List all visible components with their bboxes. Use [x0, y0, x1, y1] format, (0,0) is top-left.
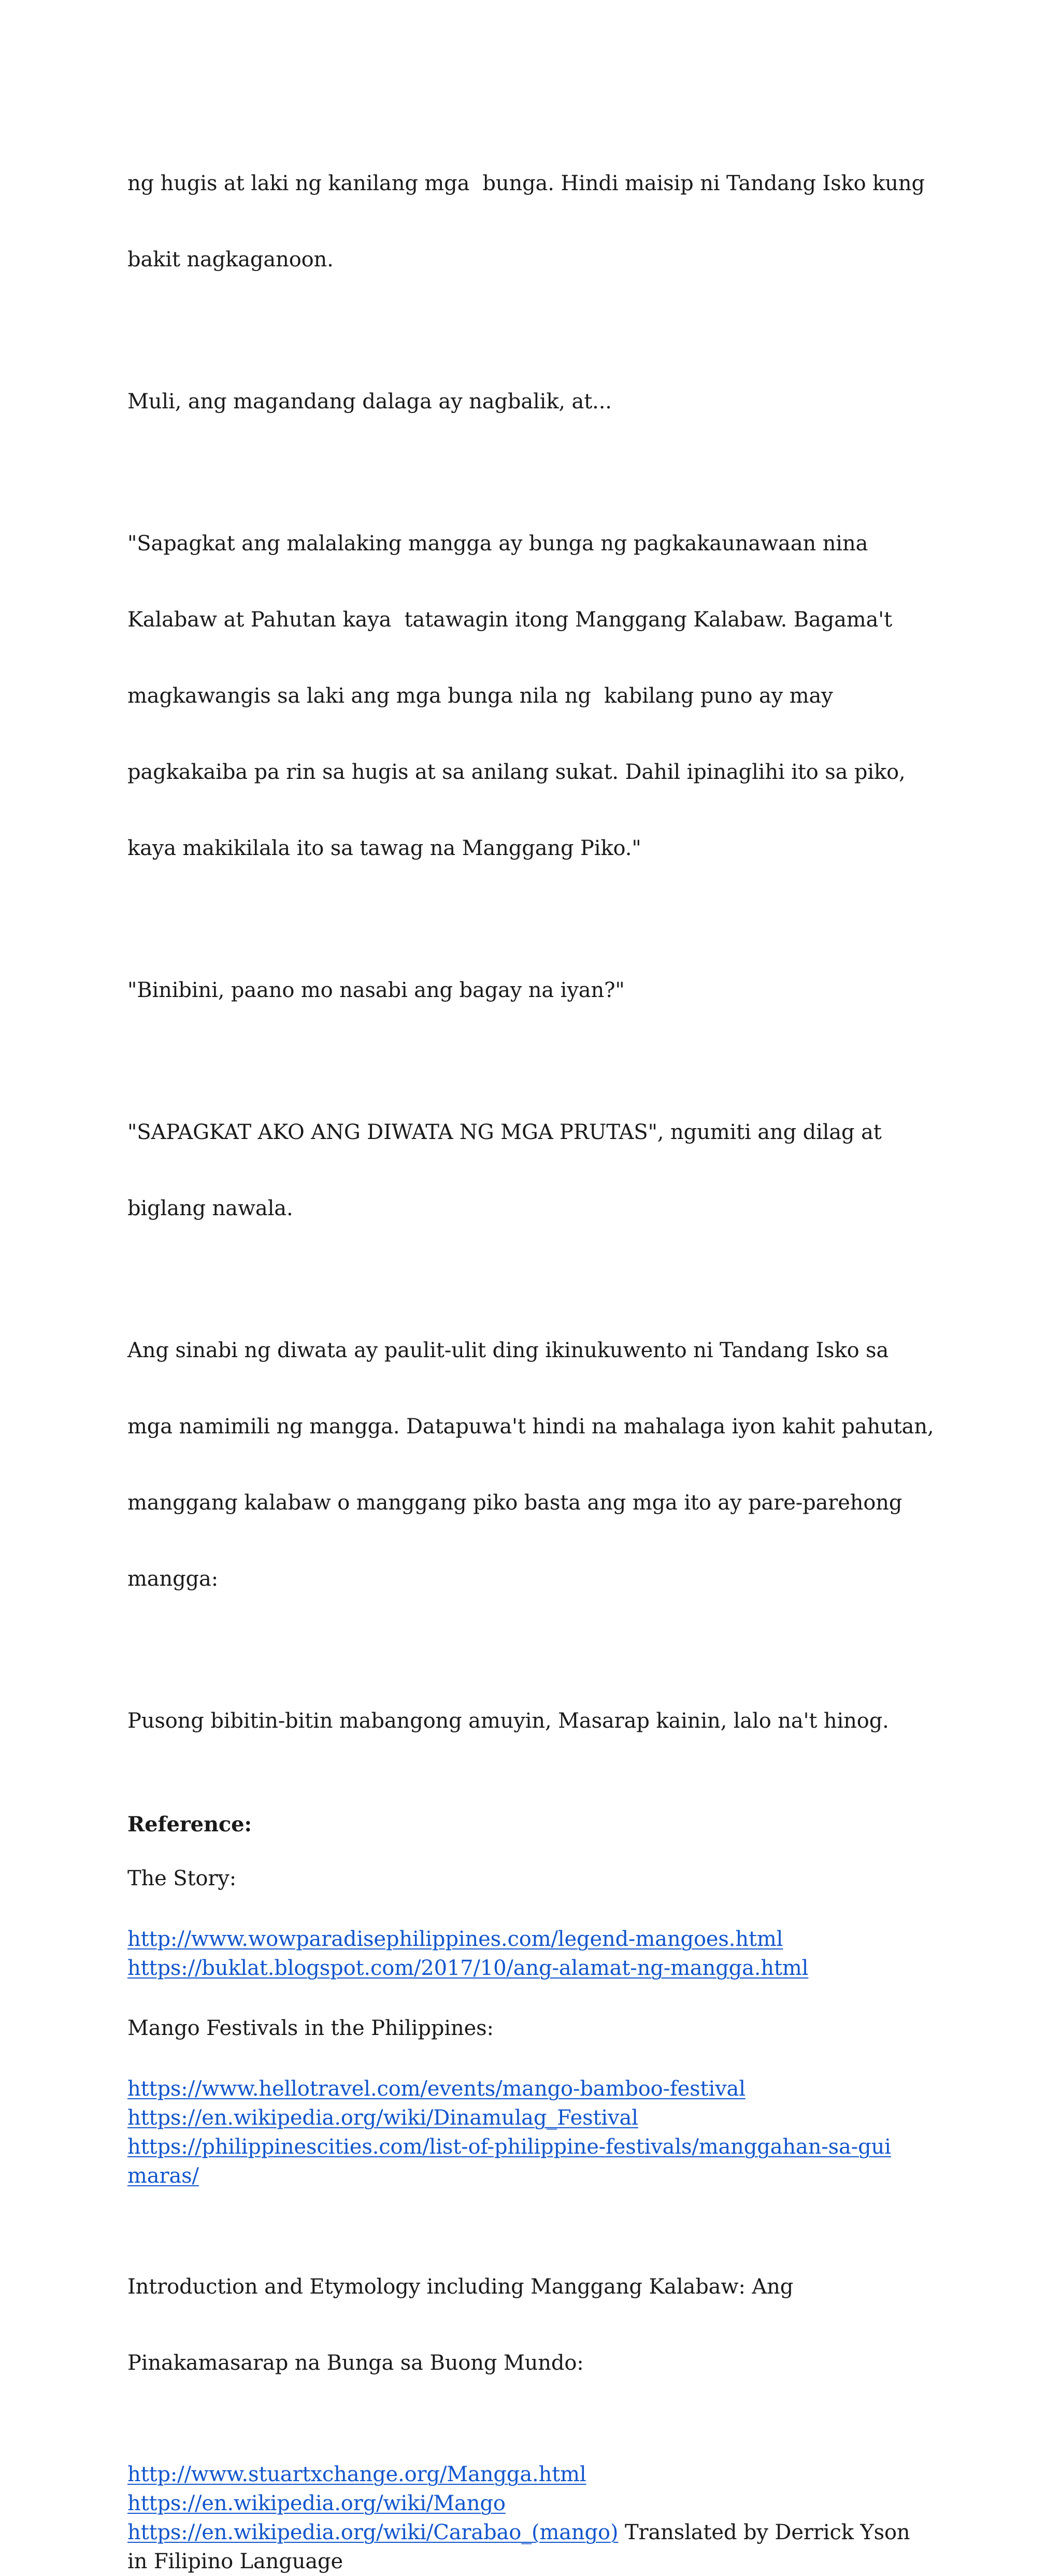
story-links [127, 1925, 946, 1983]
link-buklat[interactable]: https://buklat.blogspot.com/2017/10/ang-alamat-ng-mangga.html [127, 1956, 809, 1980]
text-line: Muli, ang magandang dalaga ay nagbalik, at... [127, 390, 612, 414]
story-paragraph-6 [127, 1287, 946, 1643]
link-wowparadise[interactable]: http://www.wowparadisephilippines.com/legend-mangoes.html [127, 1927, 783, 1951]
festival-links [127, 2074, 946, 2190]
text-line: mga namimili ng mangga. Datapuwa't hindi na mahalaga iyon kahit pahutan, [127, 1415, 934, 1439]
etymology-links [127, 2460, 946, 2576]
text-line: pagkakaiba pa rin sa hugis at sa anilang sukat. Dahil ipinaglihi ito sa piko, [127, 760, 906, 784]
festivals-label: Mango Festivals in the Philippines: [127, 2016, 494, 2040]
etymology-label [127, 2224, 946, 2427]
text-line: mangga: [127, 1567, 219, 1591]
text-line: Kalabaw at Pahutan kaya tatawagin itong Manggang Kalabaw. Bagama't [127, 608, 893, 632]
text-line: Ang sinabi ng diwata ay paulit-ulit ding ikinukuwento ni Tandang Isko sa [127, 1339, 889, 1362]
link-wikipedia-dinamulag[interactable]: https://en.wikipedia.org/wiki/Dinamulag_Festival [127, 2106, 638, 2130]
text-line: bakit nagkaganoon. [127, 248, 334, 272]
story-sources-label: The Story: [127, 1867, 237, 1890]
text-line: manggang kalabaw o manggang piko basta ang mga ito ay pare-parehong [127, 1491, 902, 1515]
text-line: "SAPAGKAT AKO ANG DIWATA NG MGA PRUTAS", ngumiti ang dilag at [127, 1120, 882, 1144]
link-philippinescities-continued[interactable]: maras/ [127, 2164, 199, 2188]
text-line: biglang nawala. [127, 1197, 293, 1220]
story-paragraph-4 [127, 927, 946, 1054]
link-wikipedia-carabao[interactable]: https://en.wikipedia.org/wiki/Carabao_(mango) [127, 2521, 619, 2544]
text-line: Pinakamasarap na Bunga sa Buong Mundo: [127, 2351, 584, 2375]
text-line: Introduction and Etymology including Manggang Kalabaw: Ang [127, 2275, 794, 2299]
text-line: "Binibini, paano mo nasabi ang bagay na iyan?" [127, 978, 625, 1002]
story-paragraph-2 [127, 338, 946, 465]
translator-credit-continued: in Filipino Language [127, 2550, 343, 2573]
reference-heading: Reference: [127, 1812, 252, 1837]
story-paragraph-3 [127, 480, 946, 912]
carabao-link-line [127, 2518, 946, 2547]
translator-credit: Translated by Derrick Yson [618, 2521, 910, 2544]
text-line: Pusong bibitin-bitin mabangong amuyin, Masarap kainin, lalo na't hinog. [127, 1709, 889, 1733]
text-line: "Sapagkat ang malalaking mangga ay bunga ng pagkakaunawaan nina [127, 532, 868, 556]
story-paragraph-1 [127, 120, 946, 323]
link-hellotravel[interactable]: https://www.hellotravel.com/events/mango-bamboo-festival [127, 2077, 745, 2101]
link-wikipedia-mango[interactable]: https://en.wikipedia.org/wiki/Mango [127, 2492, 506, 2515]
document-body [127, 120, 946, 2576]
text-line: magkawangis sa laki ang mga bunga nila ng kabilang puno ay may [127, 684, 833, 708]
link-stuartxchange[interactable]: http://www.stuartxchange.org/Mangga.html [127, 2463, 586, 2486]
text-line: ng hugis at laki ng kanilang mga bunga. Hindi maisip ni Tandang Isko kung [127, 172, 925, 195]
text-line: kaya makikilala ito sa tawag na Manggang Piko." [127, 836, 641, 860]
story-paragraph-7 [127, 1658, 946, 1785]
link-philippinescities[interactable]: https://philippinescities.com/list-of-philippine-festivals/manggahan-sa-gui [127, 2135, 891, 2159]
story-paragraph-5 [127, 1069, 946, 1272]
